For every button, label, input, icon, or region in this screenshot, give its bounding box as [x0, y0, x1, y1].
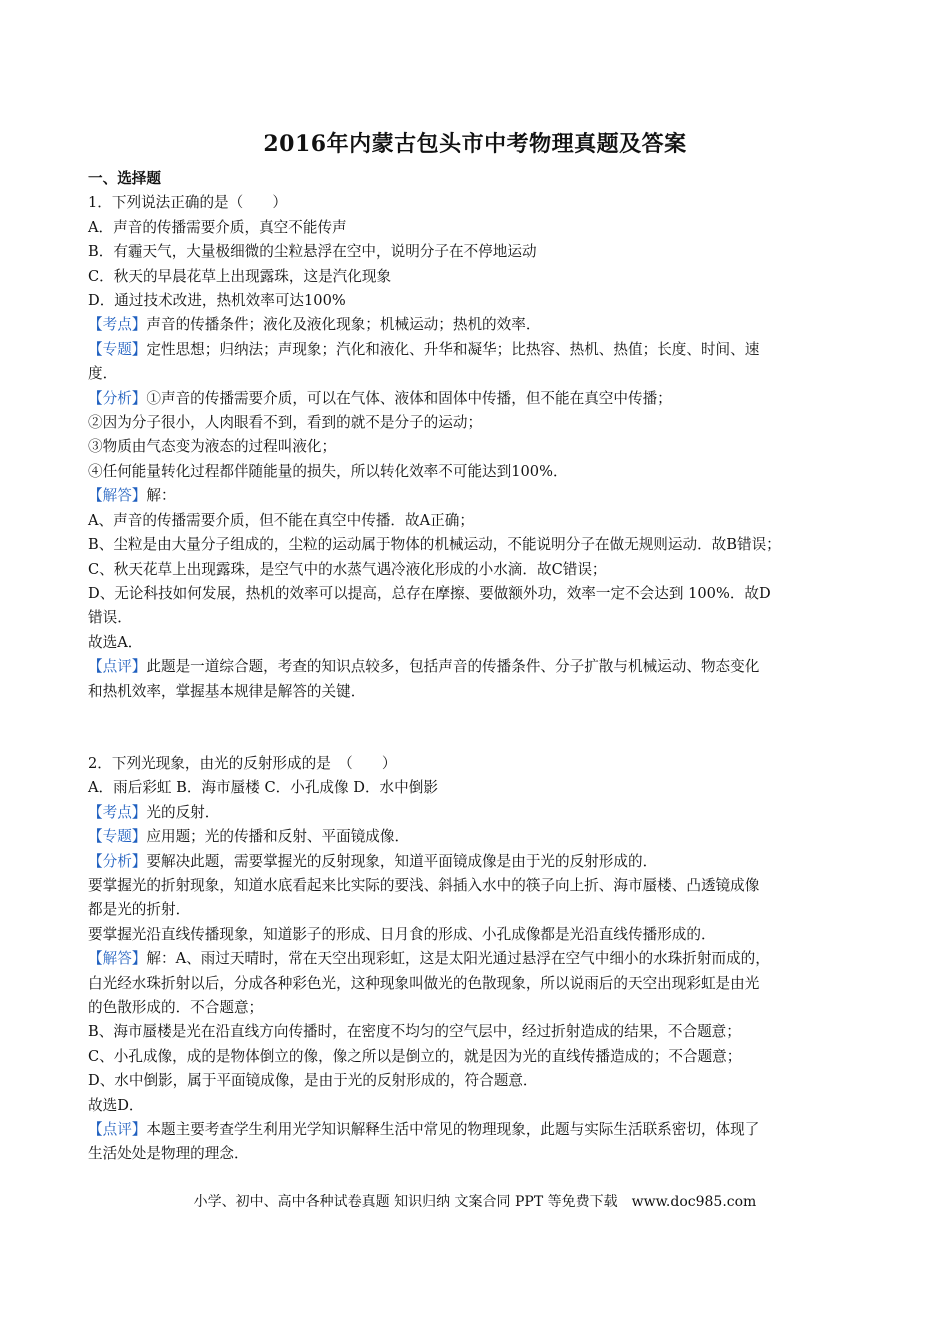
- section-heading: 一、选择题: [88, 170, 161, 187]
- q1-jieda-1: A、声音的传播需要介质，但不能在真空中传播．故A正确；: [88, 511, 474, 529]
- q1-jieda-3: C、秋天花草上出现露珠，是空气中的水蒸气遇冷液化形成的小水滴．故C错误；: [88, 560, 607, 578]
- fenxi-tag: 【分析】: [88, 389, 147, 407]
- q2-fenxi-2: 要掌握光的折射现象，知道水底看起来比实际的要浅、斜插入水中的筷子向上折、海市蜃楼、凸透镜成像: [88, 876, 760, 894]
- q2-fenxi-3: 都是光的折射．: [88, 901, 191, 919]
- dianping-tag: 【点评】: [88, 1121, 147, 1139]
- q2-jieda-3: 的色散形成的．不合题意；: [88, 999, 264, 1016]
- q1-fenxi-2: ②因为分子很小，人肉眼看不到，看到的就不是分子的运动；: [88, 414, 483, 432]
- q2-jieda-6: D、水中倒影，属于平面镜成像，是由于光的反射形成的，符合题意．: [88, 1072, 538, 1090]
- kaodian-tag: 【考点】: [88, 803, 147, 821]
- q1-zhuanti: 【专题】定性思想；归纳法；声现象；汽化和液化、升华和凝华；比热容、热机、热值；长度、时间、速: [88, 340, 760, 358]
- q1-answer: 故选A．: [88, 633, 143, 651]
- q1-jieda-4: D、无论科技如何发展，热机的效率可以提高，总存在摩擦、要做额外功，效率一定不会达到 100%．故D: [88, 584, 771, 602]
- q1-fenxi-4: ④任何能量转化过程都伴随能量的损失，所以转化效率不可能达到100%．: [88, 462, 568, 480]
- q2-zhuanti: 【专题】应用题；光的传播和反射、平面镜成像．: [88, 828, 410, 846]
- document-title: 2016年内蒙古包头市中考物理真题及答案: [263, 131, 687, 157]
- q1-fenxi-3: ③物质由气态变为液态的过程叫液化；: [88, 438, 337, 456]
- q1-kaodian: 【考点】声音的传播条件；液化及液化现象；机械运动；热机的效率．: [88, 316, 541, 334]
- q1-jieda-2: B、尘粒是由大量分子组成的，尘粒的运动属于物体的机械运动，不能说明分子在做无规则运动．故B错误；: [88, 536, 781, 554]
- q2-jieda: 【解答】解：A、雨过天晴时，常在天空出现彩虹，这是太阳光通过悬浮在空气中细小的水珠折射而成的，: [88, 950, 770, 968]
- kaodian-tag: 【考点】: [88, 316, 147, 334]
- q1-jieda-5: 错误．: [88, 609, 132, 627]
- q1-fenxi: 【分析】①声音的传播需要介质，可以在气体、液体和固体中传播，但不能在真空中传播；: [88, 389, 672, 407]
- q2-jieda-2: 白光经水珠折射以后，分成各种彩色光，这种现象叫做光的色散现象，所以说雨后的天空出现彩虹是由光: [88, 974, 760, 992]
- document-body: [88, 167, 868, 1167]
- q1-option-b: B．有霾天气，大量极细微的尘粒悬浮在空中，说明分子在不停地运动: [88, 243, 537, 261]
- jieda-tag: 【解答】: [88, 950, 147, 968]
- q1-dianping: 【点评】此题是一道综合题，考查的知识点较多，包括声音的传播条件、分子扩散与机械运动、物态变化: [88, 658, 760, 676]
- dianping-tag: 【点评】: [88, 658, 147, 676]
- q1-stem: 1．下列说法正确的是（ ）: [88, 194, 288, 212]
- q2-answer: 故选D．: [88, 1096, 144, 1114]
- zhuanti-tag: 【专题】: [88, 340, 147, 358]
- q1-option-c: C．秋天的早晨花草上出现露珠，这是汽化现象: [88, 267, 392, 285]
- q2-jieda-4: B、海市蜃楼是光在沿直线方向传播时，在密度不均匀的空气层中，经过折射造成的结果，不合题意；: [88, 1023, 741, 1041]
- q1-dianping-2: 和热机效率，掌握基本规律是解答的关键．: [88, 682, 366, 700]
- q1-option-a: A．声音的传播需要介质，真空不能传声: [88, 218, 347, 236]
- q1-jieda: 【解答】解：: [88, 487, 176, 505]
- q2-options: A．雨后彩虹 B．海市蜃楼 C．小孔成像 D．水中倒影: [88, 779, 438, 797]
- q1-zhuanti-cont: 度．: [88, 365, 118, 383]
- q2-jieda-5: C、小孔成像，成的是物体倒立的像，像之所以是倒立的，就是因为光的直线传播造成的；不合题意；: [88, 1047, 742, 1065]
- q1-option-d: D．通过技术改进，热机效率可达100%: [88, 292, 346, 310]
- page-footer: 小学、初中、高中各种试卷真题 知识归纳 文案合同 PPT 等免费下载 www.doc985.com: [193, 1194, 757, 1210]
- q2-fenxi-4: 要掌握光沿直线传播现象，知道影子的形成、日月食的形成、小孔成像都是光沿直线传播形成的．: [88, 925, 716, 943]
- q2-fenxi: 【分析】要解决此题，需要掌握光的反射现象，知道平面镜成像是由于光的反射形成的．: [88, 852, 658, 870]
- spacer: [88, 704, 868, 752]
- q2-kaodian: 【考点】光的反射．: [88, 803, 220, 821]
- q2-dianping-2: 生活处处是物理的理念．: [88, 1145, 249, 1163]
- q2-dianping: 【点评】本题主要考查学生利用光学知识解释生活中常见的物理现象，此题与实际生活联系密切，体现了: [88, 1121, 760, 1139]
- fenxi-tag: 【分析】: [88, 852, 147, 870]
- jieda-tag: 【解答】: [88, 487, 147, 505]
- q2-stem: 2．下列光现象，由光的反射形成的是 （ ）: [88, 754, 397, 772]
- zhuanti-tag: 【专题】: [88, 828, 147, 846]
